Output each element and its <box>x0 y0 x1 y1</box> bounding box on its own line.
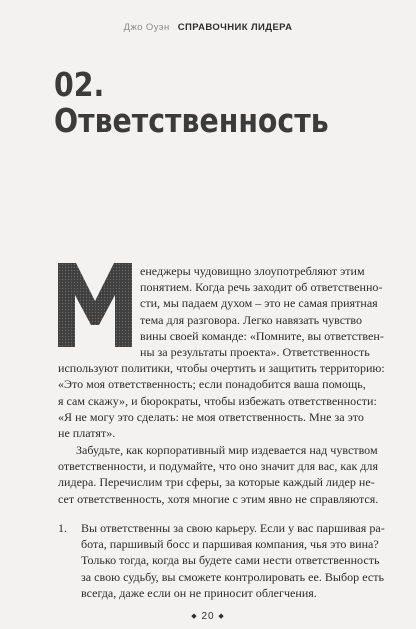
diamond-ornament-icon: ◆ <box>191 613 198 620</box>
text-line: я сам скажу», и бюрократы, чтобы избежать ответственности: <box>58 393 377 408</box>
text-line: всегда, даже если он не приносит облегчения. <box>81 585 317 600</box>
text-line: сти, мы падаем духом – это не самая приятная <box>140 296 378 311</box>
header-author: Джо Оуэн <box>123 22 170 33</box>
page-footer <box>0 611 416 622</box>
text-line: «Это моя ответственность; если понадобится ваша помощь, <box>58 377 366 392</box>
text-line: ответственности, и подумайте, что оно значит для вас, как для <box>58 459 378 474</box>
text-line: ны за результаты проекта». Ответственность <box>140 345 370 359</box>
drop-cap-letter <box>58 263 132 347</box>
text-line: «Я не могу это сделать: не моя ответственность. Мне за это <box>58 409 364 424</box>
paragraph-1-continued <box>58 344 385 441</box>
header-book-title: СПРАВОЧНИК ЛИДЕРА <box>177 22 293 33</box>
page-number: 20 <box>201 611 215 622</box>
running-header <box>0 22 416 33</box>
text-line: понятием. Когда речь заходит об ответственно- <box>140 280 383 295</box>
paragraph-1-beside-cap <box>140 263 384 344</box>
chapter-heading <box>54 65 329 140</box>
chapter-number: 02. <box>54 65 105 104</box>
text-line: тема для разговора. Легко навязать чувство <box>140 312 363 327</box>
text-line: используют политики, чтобы очертить и защитить территорию: <box>58 361 385 376</box>
list-item-number: 1. <box>58 521 68 535</box>
chapter-title: Ответственность <box>54 101 329 140</box>
text-line: не платят». <box>58 425 116 440</box>
text-line: енеджеры чудовищно злоупотребляют этим <box>140 264 365 278</box>
list-item-text <box>81 520 385 601</box>
text-line: Вы ответственны за свою карьеру. Если у вас паршивая ра- <box>81 521 385 535</box>
paragraph-2 <box>58 442 378 507</box>
diamond-ornament-icon: ◆ <box>218 613 225 620</box>
text-line: вины своей команде: «Помните, вы ответствен- <box>140 328 384 343</box>
text-line: Только тогда, когда вы будете сами нести ответственность <box>81 553 380 568</box>
text-line: сет ответственность, хотя многие с этим явно не справляются. <box>58 491 379 506</box>
text-line: за свою судьбу, вы сможете контролировать ее. Выбор есть <box>81 569 384 584</box>
text-line: бота, паршивый босс и паршивая компания, чья это вина? <box>81 537 379 552</box>
text-line: лидера. Перечислим три сферы, за которые каждый лидер не- <box>58 475 375 490</box>
text-line: Забудьте, как корпоративный мир издевается над чувством <box>76 443 378 457</box>
